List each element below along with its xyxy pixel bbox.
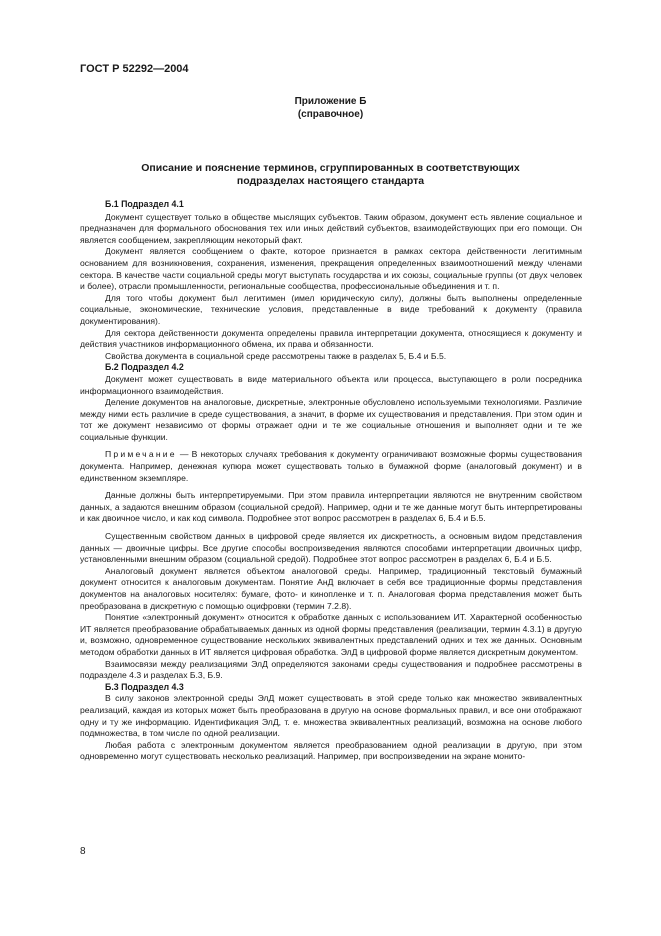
paragraph: Документ является сообщением о факте, которое признается в рамках сектора действенности легитимным основанием для возникновения, сохранения, изменения, прекращения определенных взаимоотношений между членами сектора. В качестве части социальной среды могут выступать государства и их союзы, социальные группы (от двух человек и более), отрасли промышленности, региональные сообщества, профессиональные объединения и т. п. xyxy=(80,246,582,292)
paragraph: Деление документов на аналоговые, дискретные, электронные обусловлено используемыми технологиями. Различие между ними есть различие в среде существования, а значит, в форме их существования и представления. При этом один и тот же документ независимо от формы отражает одни и те же социальные отношения и выполняет одни и те же социальные функции. xyxy=(80,397,582,442)
subsection-heading-b1: Б.1 Подраздел 4.1 xyxy=(105,199,184,209)
note-text: — В некоторых случаях требования к документу ограничивают возможные формы существования документа. Например, денежная купюра может существовать только в бумажной форме (аналоговый документ) и в единственном экземпляре. xyxy=(80,449,582,483)
section-title xyxy=(0,162,661,188)
subsection-heading-b2: Б.2 Подраздел 4.2 xyxy=(105,362,184,373)
paragraph: Взаимосвязи между реализациями ЭлД определяются законами среды существования и подробнее рассмотрены в подразделе 4.3 и разделах Б.3, Б.9. xyxy=(80,658,582,681)
document-code: ГОСТ Р 52292—2004 xyxy=(80,63,189,75)
note-label: Примечание xyxy=(105,449,177,460)
section-title-line1: Описание и пояснение терминов, сгруппированных в соответствующих xyxy=(141,162,520,174)
appendix-label: Приложение Б xyxy=(294,96,367,107)
paragraph: Аналоговый документ является объектом аналоговой среды. Например, традиционный текстовый бумажный документ относится к аналоговым документам. Понятие АнД включает в себя все традиционные формы представления документов на аналоговых носителях: бумаге, фото- и кинопленке и т. п. Аналоговая форма представления может быть преобразована в дискретную с помощью оцифровки (термин 7.2.8). xyxy=(80,565,582,611)
appendix-heading xyxy=(0,95,661,121)
paragraph: Документ может существовать в виде материального объекта или процесса, выступающего в роли посредника информационного взаимодействия. xyxy=(80,373,582,396)
paragraph: В силу законов электронной среды ЭлД может существовать в этой среде только как множество эквивалентных реализаций, каждая из которых может быть преобразована в другую на основе формальных правил, и все они отображают одну и ту же информацию. Идентификация ЭлД, т. е. множества эквивалентных реализаций, возможна на основе любого подмножества, в том числе по одной реализации. xyxy=(80,693,582,739)
page-number: 8 xyxy=(80,846,86,857)
paragraph: Существенным свойством данных в цифровой среде является их дискретность, а основным видом представления данных — двоичные цифры. Все другие способы воспроизведения являются способами интерпретации двоичных цифр, установленными внешним образом (социальной средой). Подробнее этот вопрос рассмотрен в разделах 6, Б.4 и Б.5. xyxy=(80,531,582,565)
section-title-line2: подразделах настоящего стандарта xyxy=(236,175,425,187)
paragraph: Для того чтобы документ был легитимен (имел юридическую силу), должны быть выполнены определенные социальные, экономические, технические условия, представленные в виде требований к документу (правила документирования). xyxy=(80,292,582,326)
paragraph: Понятие «электронный документ» относится к обработке данных с использованием ИТ. Характерной особенностью ИТ является преобразование обрабатываемых данных из одной формы представления (реализации, термин 4.3.1) в другую и, возможно, одновременное существование нескольких эквивалентных представлений одних и тех же данных. Основным методом обработки данных в ИТ является цифровая обработка. ЭлД в цифровой форме является дискретным документом. xyxy=(80,612,582,657)
paragraph: Свойства документа в социальной среде рассмотрены также в разделах 5, Б.4 и Б.5. xyxy=(105,350,447,361)
document-body xyxy=(80,199,582,763)
appendix-type: (справочное) xyxy=(297,109,364,120)
paragraph: Документ существует только в обществе мыслящих субъектов. Таким образом, документ есть явление социальное и предназначен для формального обоснования тех или иных действий субъектов, взаимодействующих при его помощи. Он является сообщением, закрепляющим некоторый факт. xyxy=(80,211,582,245)
subsection-heading-b3: Б.3 Подраздел 4.3 xyxy=(105,681,184,692)
paragraph: Любая работа с электронным документом является преобразованием одной реализации в другую, при этом одновременно могут существовать несколько реализаций. Например, при воспроизведении на экране монито- xyxy=(80,739,582,762)
note-paragraph xyxy=(80,449,582,484)
paragraph: Данные должны быть интерпретируемыми. При этом правила интерпретации являются не внутренним свойством данных, а задаются внешним образом (социальной средой). Например, одни и те же данные могут быть интерпретированы и как двоичное число, и как код символа. Подробнее этот вопрос рассмотрен в разделах 6, Б.4 и Б.5. xyxy=(80,490,582,524)
paragraph: Для сектора действенности документа определены правила интерпретации документа, относящиеся к документу и действия участников информационного обмена, их права и обязанности. xyxy=(80,327,582,350)
